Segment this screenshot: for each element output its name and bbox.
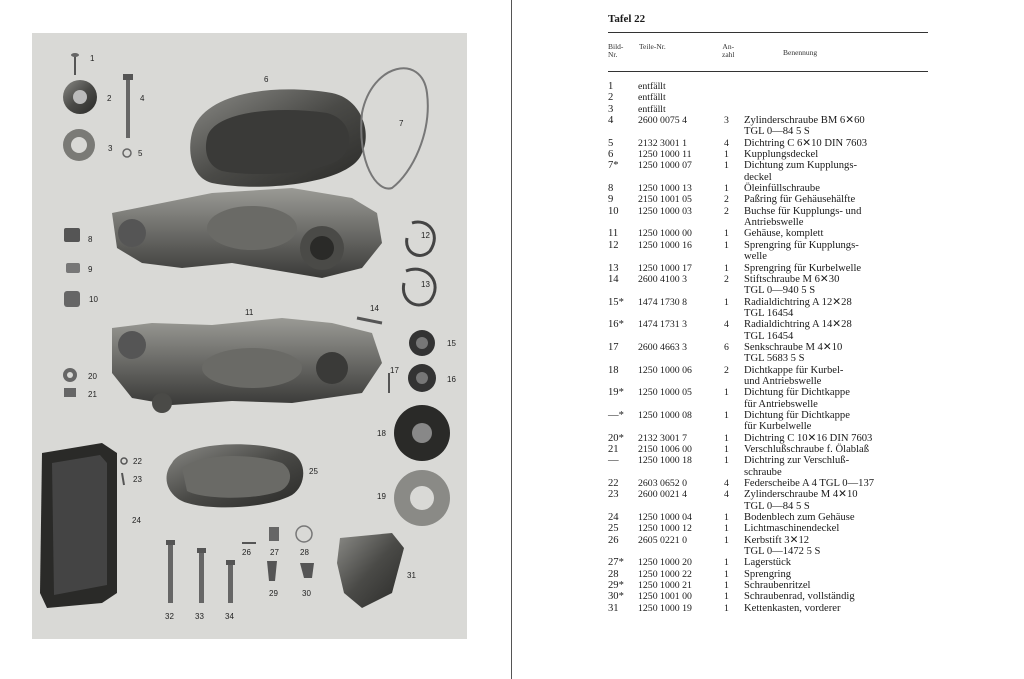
fig-label: 5 bbox=[138, 149, 143, 158]
fig-label: 10 bbox=[89, 295, 98, 304]
fig-label: 8 bbox=[88, 235, 93, 244]
fig-label: 24 bbox=[132, 516, 141, 525]
teile-nr-cell: entfällt bbox=[638, 81, 666, 92]
bild-cell: 25 bbox=[608, 523, 619, 535]
anzahl-cell: 2 bbox=[724, 205, 729, 217]
teile-nr-cell: 1474 1731 3 bbox=[638, 319, 687, 331]
table-row bbox=[608, 591, 938, 602]
anzahl-cell: 1 bbox=[724, 149, 729, 161]
anzahl-cell: 1 bbox=[724, 387, 729, 399]
table-row bbox=[608, 149, 938, 160]
teile-nr-cell: 1250 1000 11 bbox=[638, 149, 692, 161]
benennung-cell: Sprengring für Kupplungs- bbox=[744, 239, 859, 251]
teile-nr-cell: 1250 1000 07 bbox=[638, 160, 692, 172]
anzahl-cell: 1 bbox=[724, 512, 729, 524]
table-row bbox=[608, 489, 938, 500]
benennung-cell: Verschlußschraube f. Ölablaß bbox=[744, 444, 870, 455]
table-row bbox=[608, 512, 938, 523]
benennung-cell: Bodenblech zum Gehäuse bbox=[744, 512, 855, 524]
teile-nr-cell: 1250 1000 00 bbox=[638, 228, 692, 240]
teile-nr-cell: 1250 1001 00 bbox=[638, 591, 692, 603]
bild-cell: 6 bbox=[608, 149, 614, 161]
table-row bbox=[608, 535, 938, 546]
teile-nr-cell: entfällt bbox=[638, 92, 666, 104]
table-row bbox=[608, 399, 938, 410]
fig-label: 31 bbox=[407, 571, 416, 580]
anzahl-cell: 1 bbox=[724, 591, 729, 603]
fig-label: 28 bbox=[300, 548, 309, 557]
teile-nr-cell: 1250 1000 04 bbox=[638, 512, 692, 524]
bild-cell: 18 bbox=[608, 364, 619, 376]
benennung-cell: Zylinderschraube BM 6✕60 bbox=[744, 115, 865, 127]
benennung-cell: Kettenkasten, vorderer bbox=[744, 602, 841, 614]
bild-cell: 10 bbox=[608, 205, 619, 217]
anzahl-cell: 2 bbox=[724, 273, 729, 285]
benennung-cell: Radialdichtring A 14✕28 bbox=[744, 319, 852, 331]
teile-nr-cell: 1250 1000 22 bbox=[638, 568, 692, 580]
teile-nr-cell: entfällt bbox=[638, 103, 666, 115]
table-row bbox=[608, 138, 938, 149]
table-row bbox=[608, 194, 938, 205]
parts-list-page bbox=[513, 0, 1024, 679]
benennung-cell: für Kurbelwelle bbox=[744, 421, 812, 433]
table-row bbox=[608, 251, 938, 262]
teile-nr-cell: 2603 0652 0 bbox=[638, 478, 687, 490]
fig-label: 25 bbox=[309, 467, 318, 476]
bild-cell: — bbox=[608, 455, 619, 467]
anzahl-cell: 1 bbox=[724, 432, 729, 444]
anzahl-cell: 3 bbox=[724, 115, 729, 127]
table-row bbox=[608, 569, 938, 580]
teile-nr-cell: 1250 1000 06 bbox=[638, 364, 692, 376]
bild-cell: 30* bbox=[608, 591, 624, 603]
teile-nr-cell: 1250 1000 13 bbox=[638, 183, 692, 195]
anzahl-cell: 1 bbox=[724, 444, 729, 455]
teile-nr-cell: 1250 1000 17 bbox=[638, 262, 692, 274]
table-row bbox=[608, 183, 938, 194]
fig-label: 4 bbox=[140, 94, 145, 103]
parts-illustration bbox=[32, 33, 467, 639]
table-row bbox=[608, 217, 938, 228]
fig-label: 15 bbox=[447, 339, 456, 348]
table-row bbox=[608, 444, 938, 455]
table-row bbox=[608, 557, 938, 568]
anzahl-cell: 1 bbox=[724, 409, 729, 421]
bild-cell: 27* bbox=[608, 557, 624, 569]
benennung-cell: Sprengring bbox=[744, 568, 792, 580]
table-row bbox=[608, 172, 938, 183]
fig-label: 20 bbox=[88, 372, 97, 381]
benennung-cell: Schraubenritzel bbox=[744, 580, 811, 592]
benennung-cell: für Antriebswelle bbox=[744, 398, 818, 410]
table-row bbox=[608, 433, 938, 444]
table-row bbox=[608, 421, 938, 432]
bild-cell: 13 bbox=[608, 262, 619, 274]
anzahl-cell: 1 bbox=[724, 557, 729, 569]
teile-nr-cell: 1250 1000 16 bbox=[638, 239, 692, 251]
exploded-parts-photo bbox=[32, 33, 467, 639]
table-row bbox=[608, 126, 938, 137]
col-header-bild: Bild- Nr. bbox=[608, 42, 624, 59]
bild-cell: 16* bbox=[608, 319, 624, 331]
fig-label: 26 bbox=[242, 548, 251, 557]
anzahl-cell: 4 bbox=[724, 137, 729, 149]
fig-label: 12 bbox=[421, 231, 430, 240]
teile-nr-cell: 2600 0021 4 bbox=[638, 489, 687, 501]
anzahl-cell: 6 bbox=[724, 341, 729, 353]
bild-cell: 24 bbox=[608, 512, 619, 524]
benennung-cell: Dichtring C 10✕16 DIN 7603 bbox=[744, 432, 873, 444]
bild-cell: 23 bbox=[608, 489, 619, 501]
bild-cell: 3 bbox=[608, 103, 614, 115]
benennung-cell: Dichtring C 6✕10 DIN 7603 bbox=[744, 137, 868, 149]
teile-nr-cell: 2132 3001 1 bbox=[638, 137, 687, 149]
bild-cell: 17 bbox=[608, 341, 619, 353]
table-row bbox=[608, 115, 938, 126]
teile-nr-cell: 1250 1000 20 bbox=[638, 557, 692, 569]
benennung-cell: Federscheibe A 4 TGL 0—137 bbox=[744, 478, 875, 490]
table-row bbox=[608, 240, 938, 251]
benennung-cell: Buchse für Kupplungs- und bbox=[744, 205, 862, 217]
table-row bbox=[608, 81, 938, 92]
anzahl-cell: 4 bbox=[724, 319, 729, 331]
anzahl-cell: 1 bbox=[724, 160, 729, 172]
anzahl-cell: 4 bbox=[724, 489, 729, 501]
fig-label: 7 bbox=[399, 119, 404, 128]
anzahl-cell: 4 bbox=[724, 478, 729, 490]
bild-cell: 28 bbox=[608, 568, 619, 580]
table-row bbox=[608, 206, 938, 217]
benennung-cell: Kerbstift 3✕12 bbox=[744, 534, 810, 546]
fig-label: 22 bbox=[133, 457, 142, 466]
col-header-benennung: Benennung bbox=[783, 48, 818, 57]
anzahl-cell: 1 bbox=[724, 296, 729, 308]
bild-cell: 11 bbox=[608, 228, 619, 240]
table-row bbox=[608, 580, 938, 591]
teile-nr-cell: 2600 4100 3 bbox=[638, 273, 687, 285]
bild-cell: 4 bbox=[608, 115, 614, 127]
fig-label: 17 bbox=[390, 366, 399, 375]
fig-label: 19 bbox=[377, 492, 386, 501]
fig-label: 16 bbox=[447, 375, 456, 384]
bild-cell: 14 bbox=[608, 273, 619, 285]
benennung-cell: Dichtung zum Kupplungs- bbox=[744, 160, 857, 172]
col-header-anzahl: An- zahl bbox=[722, 42, 735, 59]
teile-nr-cell: 2132 3001 7 bbox=[638, 432, 687, 444]
benennung-cell: TGL 16454 bbox=[744, 307, 794, 319]
table-row bbox=[608, 285, 938, 296]
benennung-cell: Zylinderschraube M 4✕10 bbox=[744, 489, 858, 501]
table-row bbox=[608, 478, 938, 489]
table-row bbox=[608, 319, 938, 330]
anzahl-cell: 1 bbox=[724, 568, 729, 580]
table-row bbox=[608, 104, 938, 115]
anzahl-cell: 1 bbox=[724, 602, 729, 614]
bild-cell: 5 bbox=[608, 137, 614, 149]
benennung-cell: Antriebswelle bbox=[744, 217, 804, 229]
fig-label: 27 bbox=[270, 548, 279, 557]
benennung-cell: Dichtring zur Verschluß- bbox=[744, 455, 850, 467]
anzahl-cell: 1 bbox=[724, 262, 729, 274]
benennung-cell: welle bbox=[744, 251, 767, 263]
table-row bbox=[608, 342, 938, 353]
table-row bbox=[608, 92, 938, 103]
fig-label: 1 bbox=[90, 54, 95, 63]
bild-cell: 19* bbox=[608, 387, 624, 399]
bild-cell: 9 bbox=[608, 194, 614, 206]
fig-label: 3 bbox=[108, 144, 113, 153]
bild-cell: 29* bbox=[608, 580, 624, 592]
table-row bbox=[608, 546, 938, 557]
teile-nr-cell: 1250 1000 03 bbox=[638, 205, 692, 217]
fig-label: 21 bbox=[88, 390, 97, 399]
benennung-cell: deckel bbox=[744, 171, 772, 183]
table-row bbox=[608, 603, 938, 614]
bild-cell: 20* bbox=[608, 432, 624, 444]
col-header-teile: Teile-Nr. bbox=[639, 42, 666, 51]
teile-nr-cell: 1250 1000 21 bbox=[638, 580, 692, 592]
anzahl-cell: 1 bbox=[724, 239, 729, 251]
parts-table-body bbox=[608, 81, 938, 614]
bild-cell: 12 bbox=[608, 239, 619, 251]
bild-cell: 15* bbox=[608, 296, 624, 308]
benennung-cell: Dichtkappe für Kurbel- bbox=[744, 364, 844, 376]
table-row bbox=[608, 331, 938, 342]
fig-label: 6 bbox=[264, 75, 269, 84]
benennung-cell: TGL 0—940 5 S bbox=[744, 285, 816, 297]
benennung-cell: Öleinfüllschraube bbox=[744, 183, 820, 195]
bild-cell: 21 bbox=[608, 444, 619, 455]
table-row bbox=[608, 501, 938, 512]
page-divider bbox=[511, 0, 512, 679]
bild-cell: 8 bbox=[608, 183, 614, 195]
anzahl-cell: 1 bbox=[724, 580, 729, 592]
anzahl-cell: 1 bbox=[724, 534, 729, 546]
table-row bbox=[608, 353, 938, 364]
teile-nr-cell: 2600 4663 3 bbox=[638, 341, 687, 353]
table-row bbox=[608, 228, 938, 239]
benennung-cell: Sprengring für Kurbelwelle bbox=[744, 262, 862, 274]
benennung-cell: Dichtung für Dichtkappe bbox=[744, 387, 850, 399]
benennung-cell: Senkschraube M 4✕10 bbox=[744, 341, 843, 353]
table-row bbox=[608, 160, 938, 171]
benennung-cell: schraube bbox=[744, 466, 782, 478]
table-row bbox=[608, 410, 938, 421]
fig-label: 23 bbox=[133, 475, 142, 484]
table-row bbox=[608, 455, 938, 466]
bild-cell: 22 bbox=[608, 478, 619, 490]
teile-nr-cell: 1250 1000 05 bbox=[638, 387, 692, 399]
anzahl-cell: 2 bbox=[724, 194, 729, 206]
table-row bbox=[608, 297, 938, 308]
anzahl-cell: 1 bbox=[724, 183, 729, 195]
header-bottom-rule bbox=[608, 71, 928, 72]
fig-label: 9 bbox=[88, 265, 93, 274]
teile-nr-cell: 1250 1000 18 bbox=[638, 455, 692, 467]
fig-label: 11 bbox=[245, 308, 254, 317]
fig-label: 2 bbox=[107, 94, 112, 103]
fig-label: 13 bbox=[421, 280, 430, 289]
teile-nr-cell: 1250 1000 08 bbox=[638, 409, 692, 421]
teile-nr-cell: 1474 1730 8 bbox=[638, 296, 687, 308]
teile-nr-cell: 2605 0221 0 bbox=[638, 534, 687, 546]
benennung-cell: TGL 0—84 5 S bbox=[744, 126, 810, 138]
fig-label: 29 bbox=[269, 589, 278, 598]
bild-cell: 1 bbox=[608, 81, 614, 92]
anzahl-cell: 1 bbox=[724, 455, 729, 467]
fig-label: 33 bbox=[195, 612, 204, 621]
benennung-cell: Paßring für Gehäusehälfte bbox=[744, 194, 856, 206]
table-row bbox=[608, 274, 938, 285]
table-row bbox=[608, 308, 938, 319]
benennung-cell: TGL 5683 5 S bbox=[744, 353, 805, 365]
benennung-cell: Lagerstück bbox=[744, 557, 792, 569]
table-title: Tafel 22 bbox=[608, 13, 646, 25]
teile-nr-cell: 1250 1000 12 bbox=[638, 523, 692, 535]
anzahl-cell: 1 bbox=[724, 523, 729, 535]
teile-nr-cell: 2600 0075 4 bbox=[638, 115, 687, 127]
teile-nr-cell: 2150 1006 00 bbox=[638, 444, 692, 455]
benennung-cell: TGL 0—84 5 S bbox=[744, 500, 810, 512]
fig-label: 30 bbox=[302, 589, 311, 598]
bild-cell: 31 bbox=[608, 602, 619, 614]
fig-label: 14 bbox=[370, 304, 379, 313]
anzahl-cell: 2 bbox=[724, 364, 729, 376]
fig-label: 32 bbox=[165, 612, 174, 621]
bild-cell: 7* bbox=[608, 160, 619, 172]
bild-cell: 26 bbox=[608, 534, 619, 546]
benennung-cell: Dichtung für Dichtkappe bbox=[744, 409, 850, 421]
bild-cell: 2 bbox=[608, 92, 614, 104]
table-row bbox=[608, 523, 938, 534]
benennung-cell: Stiftschraube M 6✕30 bbox=[744, 273, 840, 285]
benennung-cell: Kupplungsdeckel bbox=[744, 149, 819, 161]
benennung-cell: TGL 0—1472 5 S bbox=[744, 546, 821, 558]
teile-nr-cell: 2150 1001 05 bbox=[638, 194, 692, 206]
benennung-cell: Gehäuse, komplett bbox=[744, 228, 824, 240]
table-row bbox=[608, 387, 938, 398]
anzahl-cell: 1 bbox=[724, 228, 729, 240]
fig-label: 18 bbox=[377, 429, 386, 438]
benennung-cell: TGL 16454 bbox=[744, 330, 794, 342]
table-row bbox=[608, 365, 938, 376]
benennung-cell: und Antriebswelle bbox=[744, 375, 822, 387]
header-top-rule bbox=[608, 32, 928, 33]
benennung-cell: Schraubenrad, vollständig bbox=[744, 591, 855, 603]
table-row bbox=[608, 467, 938, 478]
fig-label: 34 bbox=[225, 612, 234, 621]
bild-cell: —* bbox=[608, 409, 624, 421]
benennung-cell: Lichtmaschinendeckel bbox=[744, 523, 840, 535]
table-row bbox=[608, 376, 938, 387]
table-row bbox=[608, 263, 938, 274]
teile-nr-cell: 1250 1000 19 bbox=[638, 602, 692, 614]
benennung-cell: Radialdichtring A 12✕28 bbox=[744, 296, 852, 308]
